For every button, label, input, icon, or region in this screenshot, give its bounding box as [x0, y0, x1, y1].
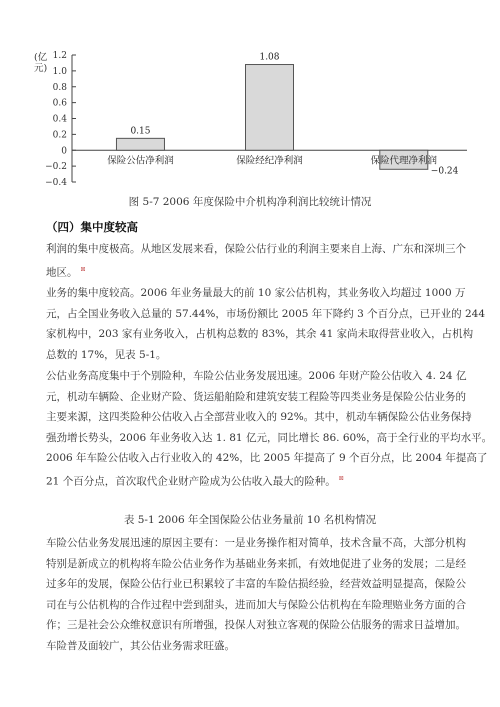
- paragraph-profit-concentration: [46, 239, 464, 283]
- paragraph-business-concentration: [46, 283, 486, 365]
- text-line: 公估业务高度集中于个别险种，车险公估业务发展迅速。2006 年财产险公估收入 4. 24 亿: [46, 370, 467, 382]
- data-label: 0.15: [130, 126, 151, 137]
- y-tick-label: −0.4: [45, 178, 67, 188]
- paragraph-auto-insurance: [46, 366, 493, 492]
- text-line: 利润的集中度极高。从地区发展来看，保险公估行业的利润主要来自上海、广东和深圳三个: [46, 243, 466, 255]
- y-unit-label: 元): [34, 63, 48, 74]
- text-line: 司在与公估机构的合作过程中尝到甜头，进而加大与保险公估机构在车险理赔业务方面的合: [46, 598, 466, 611]
- category-label: 保险公估净利润: [107, 155, 174, 167]
- table-caption: 表 5-1 2006 年全国保险公估业务量前 10 名机构情况: [123, 514, 377, 526]
- figure-caption: 图 5-7 2006 年度保险中介机构净利润比较统计情况: [128, 196, 372, 208]
- bar: [116, 138, 164, 150]
- text-line: 作；三是社会公众维权意识有所增强，投保人对独立客观的保险公估服务的需求日益增加。: [46, 619, 466, 631]
- data-label: 1.08: [259, 52, 280, 63]
- y-tick-label: 0.2: [52, 130, 67, 141]
- data-label: −0.24: [430, 166, 459, 177]
- text-line: 21 个百分点，首次取代企业财产险成为公估收入最大的险种。 ⊠: [46, 474, 344, 487]
- text-line: 2006 年车险公估收入占行业收入的 42%，比 2005 年提高了 9 个百分点，比 2004 年提高了: [46, 452, 488, 464]
- category-label: 保险经纪净利润: [236, 155, 303, 167]
- text-line: 地区。 ⊠: [46, 265, 86, 278]
- paragraph-reasons: [46, 533, 464, 656]
- note-mark: ⊠: [80, 265, 86, 273]
- net-profit-bar-chart: [22, 40, 492, 190]
- text-line: 过多年的发展，保险公估行业已积累较了丰富的车险估损经验，经营效益明显提高，保险公: [46, 578, 466, 590]
- note-mark: ⊠: [338, 474, 344, 482]
- bar: [246, 65, 294, 151]
- y-unit-label: (亿: [34, 52, 48, 63]
- text-line: 车险普及面较广，其公估业务需求旺盛。: [46, 639, 235, 652]
- section-heading: （四）集中度较高: [46, 220, 138, 234]
- y-tick-label: 0.8: [52, 82, 67, 93]
- y-tick-label: 0.4: [52, 114, 67, 125]
- text-line: 业务的集中度较高。2006 年业务量最大的前 10 家公估机构，其业务收入均超过 1000 万: [46, 287, 466, 299]
- text-line: 总数的 17%，见表 5-1。: [46, 348, 167, 361]
- text-line: 特别是新成立的机构将车险公估业务作为基础业务来抓，有效地促进了业务的发展；二是经: [46, 557, 466, 570]
- text-line: 家机构中，203 家有业务收入，占机构总数的 83%，其余 41 家尚未取得营业收入，占机构: [46, 328, 474, 340]
- y-tick-label: 0.6: [52, 98, 67, 109]
- y-tick-label: 1.0: [52, 66, 67, 77]
- category-label: 保险代理净利润: [370, 155, 438, 167]
- text-line: 元，机动车辆险、企业财产险、货运船舶险和建筑安装工程险等四类业务是保险公估业务的: [46, 390, 466, 403]
- text-line: 强劲增长势头，2006 年业务收入达 1. 81 亿元，同比增长 86. 60%，高于全行业的平均水平。: [46, 431, 493, 444]
- y-tick-label: 0: [61, 146, 67, 157]
- text-line: 元，占全国业务收入总量的 57.44%，市场份额比 2005 年下降约 3 个百分点，已开业的 244: [46, 307, 486, 320]
- y-tick-label: −0.2: [45, 162, 67, 173]
- y-tick-label: 1.2: [52, 51, 67, 61]
- text-line: 主要来源，这四类险种公估收入占全部营业收入的 92%。其中，机动车辆保险公估业务保持: [46, 411, 472, 423]
- text-line: 车险公估业务发展迅速的原因主要有：一是业务操作相对简单，技术含量不高，大部分机构: [46, 537, 466, 549]
